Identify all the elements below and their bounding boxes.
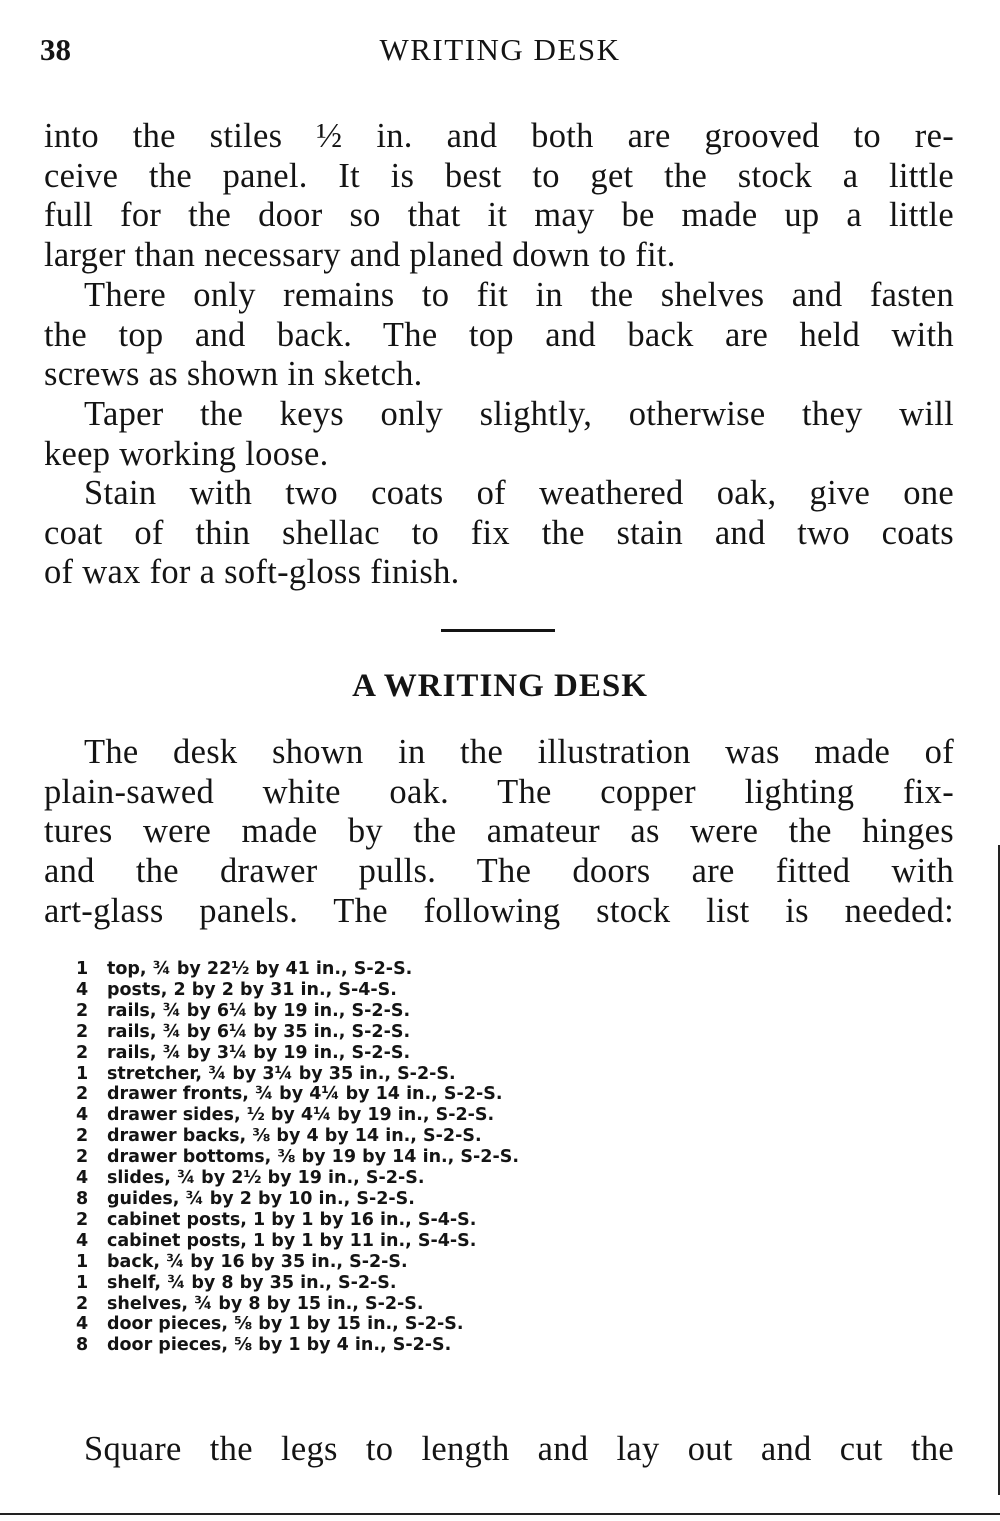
text-line: The desk shown in the illustration was made of: [84, 733, 954, 771]
text-line: tures were made by the amateur as were the hinges: [44, 812, 954, 851]
text-line: Stain with two coats of weathered oak, give one: [84, 474, 954, 512]
stock-description: posts, 2 by 2 by 31 in., S-4-S.: [107, 979, 397, 1000]
stock-description: drawer bottoms, ⅜ by 19 by 14 in., S-2-S.: [107, 1147, 519, 1168]
text-line: keep working loose.: [44, 434, 329, 473]
stock-list-item: [76, 1273, 776, 1294]
stock-list-item: [76, 1294, 776, 1315]
paragraph-stain: [44, 474, 954, 593]
stock-list-item: [76, 1189, 776, 1210]
stock-description: cabinet posts, 1 by 1 by 11 in., S-4-S.: [107, 1230, 477, 1251]
stock-description: door pieces, ⅝ by 1 by 15 in., S-2-S.: [107, 1314, 464, 1335]
stock-list-item: [76, 1001, 776, 1022]
page-header: [40, 32, 960, 76]
stock-quantity: 1: [76, 1272, 89, 1293]
text-line: coat of thin shellac to fix the stain and two coats: [44, 513, 954, 552]
stock-list-item: [76, 980, 776, 1001]
section-title: A WRITING DESK: [352, 668, 648, 704]
text-line: full for the door so that it may be made up a little: [44, 196, 954, 235]
stock-quantity: 2: [76, 1042, 89, 1063]
running-head: WRITING DESK: [379, 32, 621, 67]
stock-quantity: 1: [76, 959, 89, 979]
stock-list-item: [76, 1105, 776, 1126]
text-line: plain-sawed white oak. The copper lighting fix-: [44, 772, 954, 811]
stock-list-item: [76, 1064, 776, 1085]
paragraph-shelves: [44, 276, 954, 395]
text-line: into the stiles ½ in. and both are grooved to re-: [44, 117, 954, 155]
stock-quantity: 4: [76, 1105, 89, 1126]
stock-description: drawer fronts, ¾ by 4¼ by 14 in., S-2-S.: [107, 1084, 503, 1105]
stock-quantity: 2: [76, 1147, 89, 1168]
text-line: the top and back. The top and back are held with: [44, 315, 954, 354]
text-line: art-glass panels. The following stock list is needed:: [44, 891, 954, 930]
stock-list-item: [76, 1168, 776, 1189]
stock-description: shelves, ¾ by 8 by 15 in., S-2-S.: [107, 1293, 424, 1314]
stock-quantity: 4: [76, 1168, 89, 1189]
stock-quantity: 2: [76, 1021, 89, 1042]
stock-list-item: [76, 1084, 776, 1105]
text-line: There only remains to fit in the shelves and fasten: [84, 276, 954, 314]
stock-description: rails, ¾ by 6¼ by 35 in., S-2-S.: [107, 1021, 411, 1042]
stock-list-item: [76, 1147, 776, 1168]
stock-description: drawer backs, ⅜ by 4 by 14 in., S-2-S.: [107, 1126, 482, 1147]
text-line: larger than necessary and planed down to fit.: [44, 236, 676, 275]
text-line: of wax for a soft-gloss finish.: [44, 553, 460, 592]
stock-quantity: 2: [76, 1000, 89, 1021]
stock-description: door pieces, ⅝ by 1 by 4 in., S-2-S.: [107, 1335, 452, 1356]
text-line: and the drawer pulls. The doors are fitted with: [44, 852, 954, 891]
stock-quantity: 2: [76, 1209, 89, 1230]
stock-list-item: [76, 1126, 776, 1147]
text-line: Square the legs to length and lay out and cut the: [84, 1430, 954, 1468]
stock-quantity: 4: [76, 979, 89, 1000]
stock-description: cabinet posts, 1 by 1 by 16 in., S-4-S.: [107, 1209, 477, 1230]
text-line: ceive the panel. It is best to get the stock a little: [44, 156, 954, 195]
paragraph-intro: [44, 733, 954, 932]
stock-description: rails, ¾ by 6¼ by 19 in., S-2-S.: [107, 1000, 411, 1021]
stock-list-item: [76, 1252, 776, 1273]
stock-list-item: [76, 1210, 776, 1231]
stock-quantity: 8: [76, 1188, 89, 1209]
text-line: screws as shown in sketch.: [44, 355, 423, 394]
stock-description: drawer sides, ½ by 4¼ by 19 in., S-2-S.: [107, 1105, 495, 1126]
stock-list-item: [76, 1314, 776, 1335]
stock-quantity: 4: [76, 1314, 89, 1335]
stock-description: slides, ¾ by 2½ by 19 in., S-2-S.: [107, 1168, 425, 1189]
stock-quantity: 1: [76, 1251, 89, 1272]
stock-list: [76, 959, 776, 1356]
stock-description: top, ¾ by 22½ by 41 in., S-2-S.: [107, 959, 413, 979]
stock-list-item: [76, 1022, 776, 1043]
stock-description: rails, ¾ by 3¼ by 19 in., S-2-S.: [107, 1042, 411, 1063]
stock-list-item: [76, 1043, 776, 1064]
stock-description: back, ¾ by 16 by 35 in., S-2-S.: [107, 1251, 408, 1272]
stock-quantity: 2: [76, 1293, 89, 1314]
page-number: 38: [40, 32, 71, 67]
page-edge-bottom: [0, 1513, 1000, 1515]
paragraph-closing: [44, 1430, 954, 1470]
stock-quantity: 8: [76, 1335, 89, 1356]
paragraph-keys: [44, 395, 954, 474]
stock-quantity: 1: [76, 1063, 89, 1084]
stock-description: guides, ¾ by 2 by 10 in., S-2-S.: [107, 1188, 415, 1209]
paragraph-stiles: [44, 117, 954, 276]
stock-list-item: [76, 959, 776, 980]
stock-list-item: [76, 1335, 776, 1356]
text-line: Taper the keys only slightly, otherwise they will: [84, 395, 954, 433]
section-divider: [441, 629, 555, 632]
stock-description: stretcher, ¾ by 3¼ by 35 in., S-2-S.: [107, 1063, 456, 1084]
stock-quantity: 4: [76, 1230, 89, 1251]
stock-description: shelf, ¾ by 8 by 35 in., S-2-S.: [107, 1272, 397, 1293]
stock-quantity: 2: [76, 1126, 89, 1147]
stock-quantity: 2: [76, 1084, 89, 1105]
stock-list-item: [76, 1231, 776, 1252]
